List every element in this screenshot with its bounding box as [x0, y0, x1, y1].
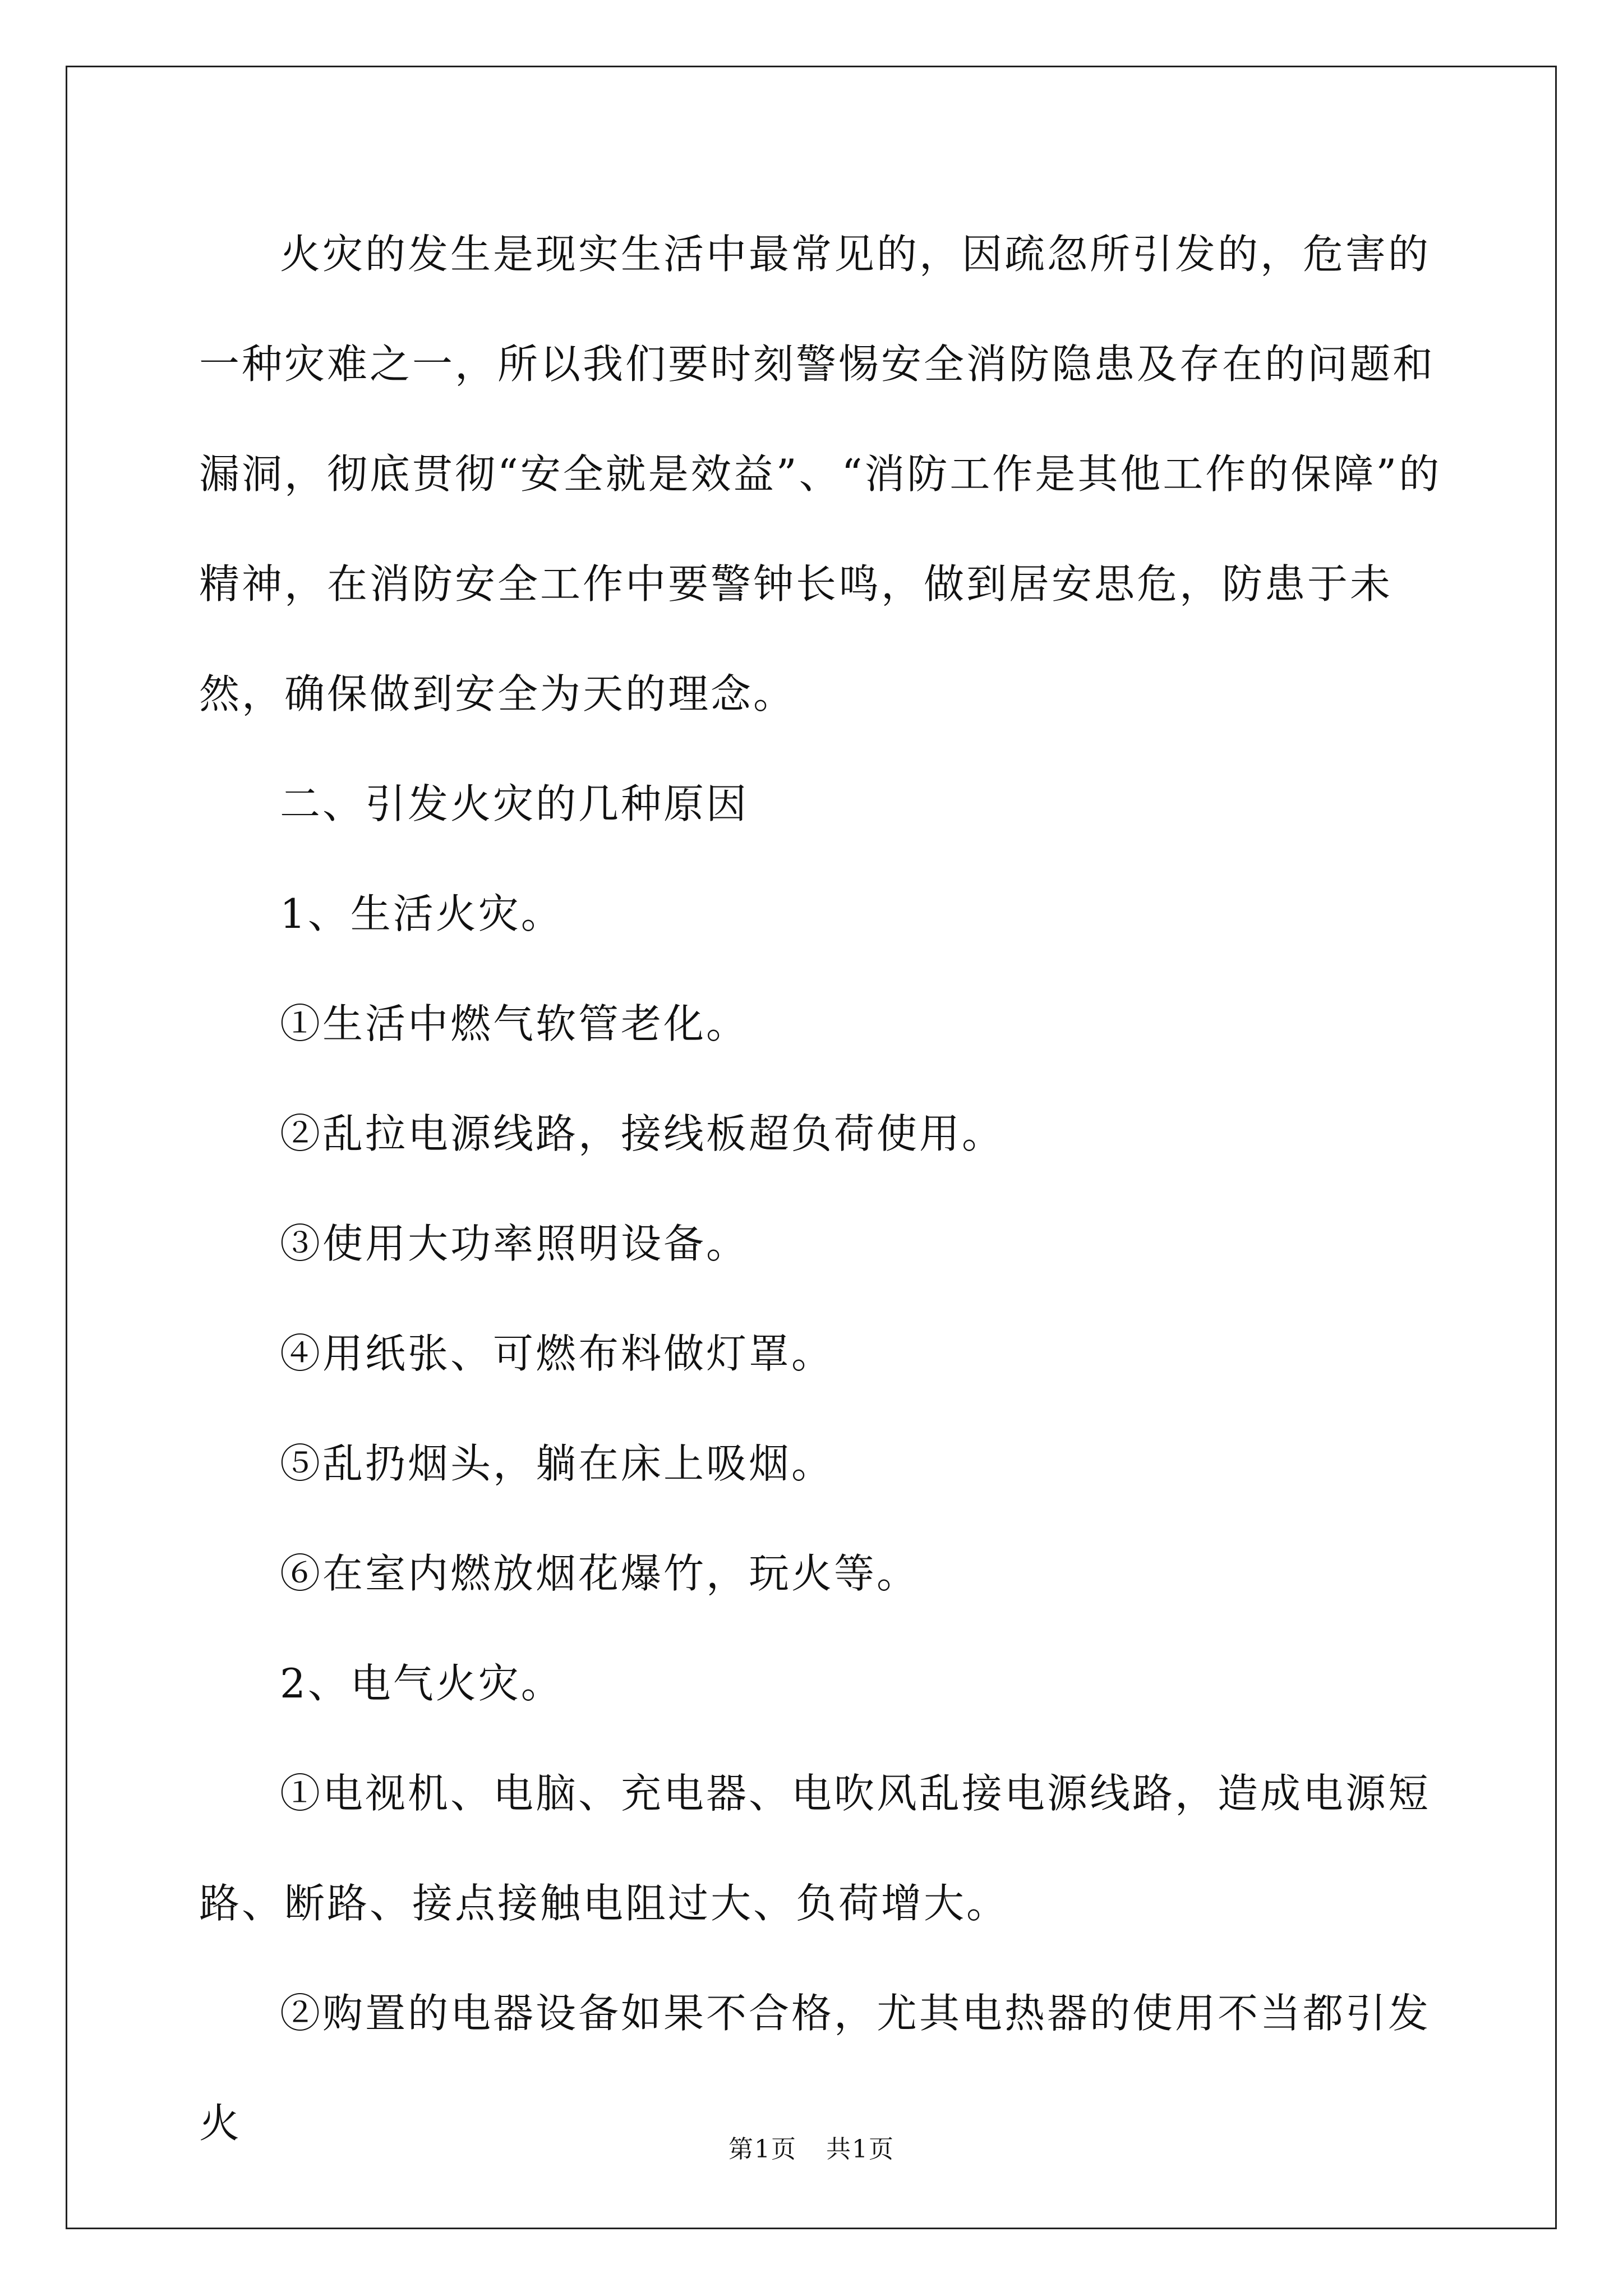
page-number: 第1页 — [728, 2135, 797, 2164]
section-heading: 二、引发火灾的几种原因 — [280, 780, 749, 827]
list-item: ④用纸张、可燃布料做灯罩。 — [280, 1330, 834, 1377]
subsection-heading: 2、电气火灾。 — [280, 1660, 564, 1707]
page-footer — [0, 2129, 1623, 2165]
list-item: ②乱拉电源线路，接线板超负荷使用。 — [280, 1110, 1005, 1157]
list-item: ③使用大功率照明设备。 — [280, 1220, 749, 1267]
page-total: 共1页 — [826, 2135, 895, 2164]
list-item: ⑤乱扔烟头，躺在床上吸烟。 — [280, 1440, 834, 1487]
subsection-heading: 1、生活火灾。 — [280, 890, 564, 937]
list-item: ②购置的电器设备如果不合格，尤其电热器的使用不当都引发火 — [199, 1990, 1431, 2147]
document-body — [199, 199, 1455, 2178]
list-item: ⑥在室内燃放烟花爆竹，玩火等。 — [280, 1550, 920, 1597]
list-item: ①电视机、电脑、充电器、电吹风乱接电源线路，造成电源短路、断路、接点接触电阻过大、负荷增大。 — [199, 1770, 1431, 1927]
paragraph-intro: 火灾的发生是现实生活中最常见的，因疏忽所引发的，危害的一种灾难之一，所以我们要时刻警惕安全消防隐患及存在的问题和漏洞，彻底贯彻“安全就是效益”、“消防工作是其他工作的保障”的精神，在消防安全工作中要警钟长鸣，做到居安思危，防患于未然，确保做到安全为天的理念。 — [199, 231, 1442, 717]
list-item: ①生活中燃气软管老化。 — [280, 1000, 749, 1047]
